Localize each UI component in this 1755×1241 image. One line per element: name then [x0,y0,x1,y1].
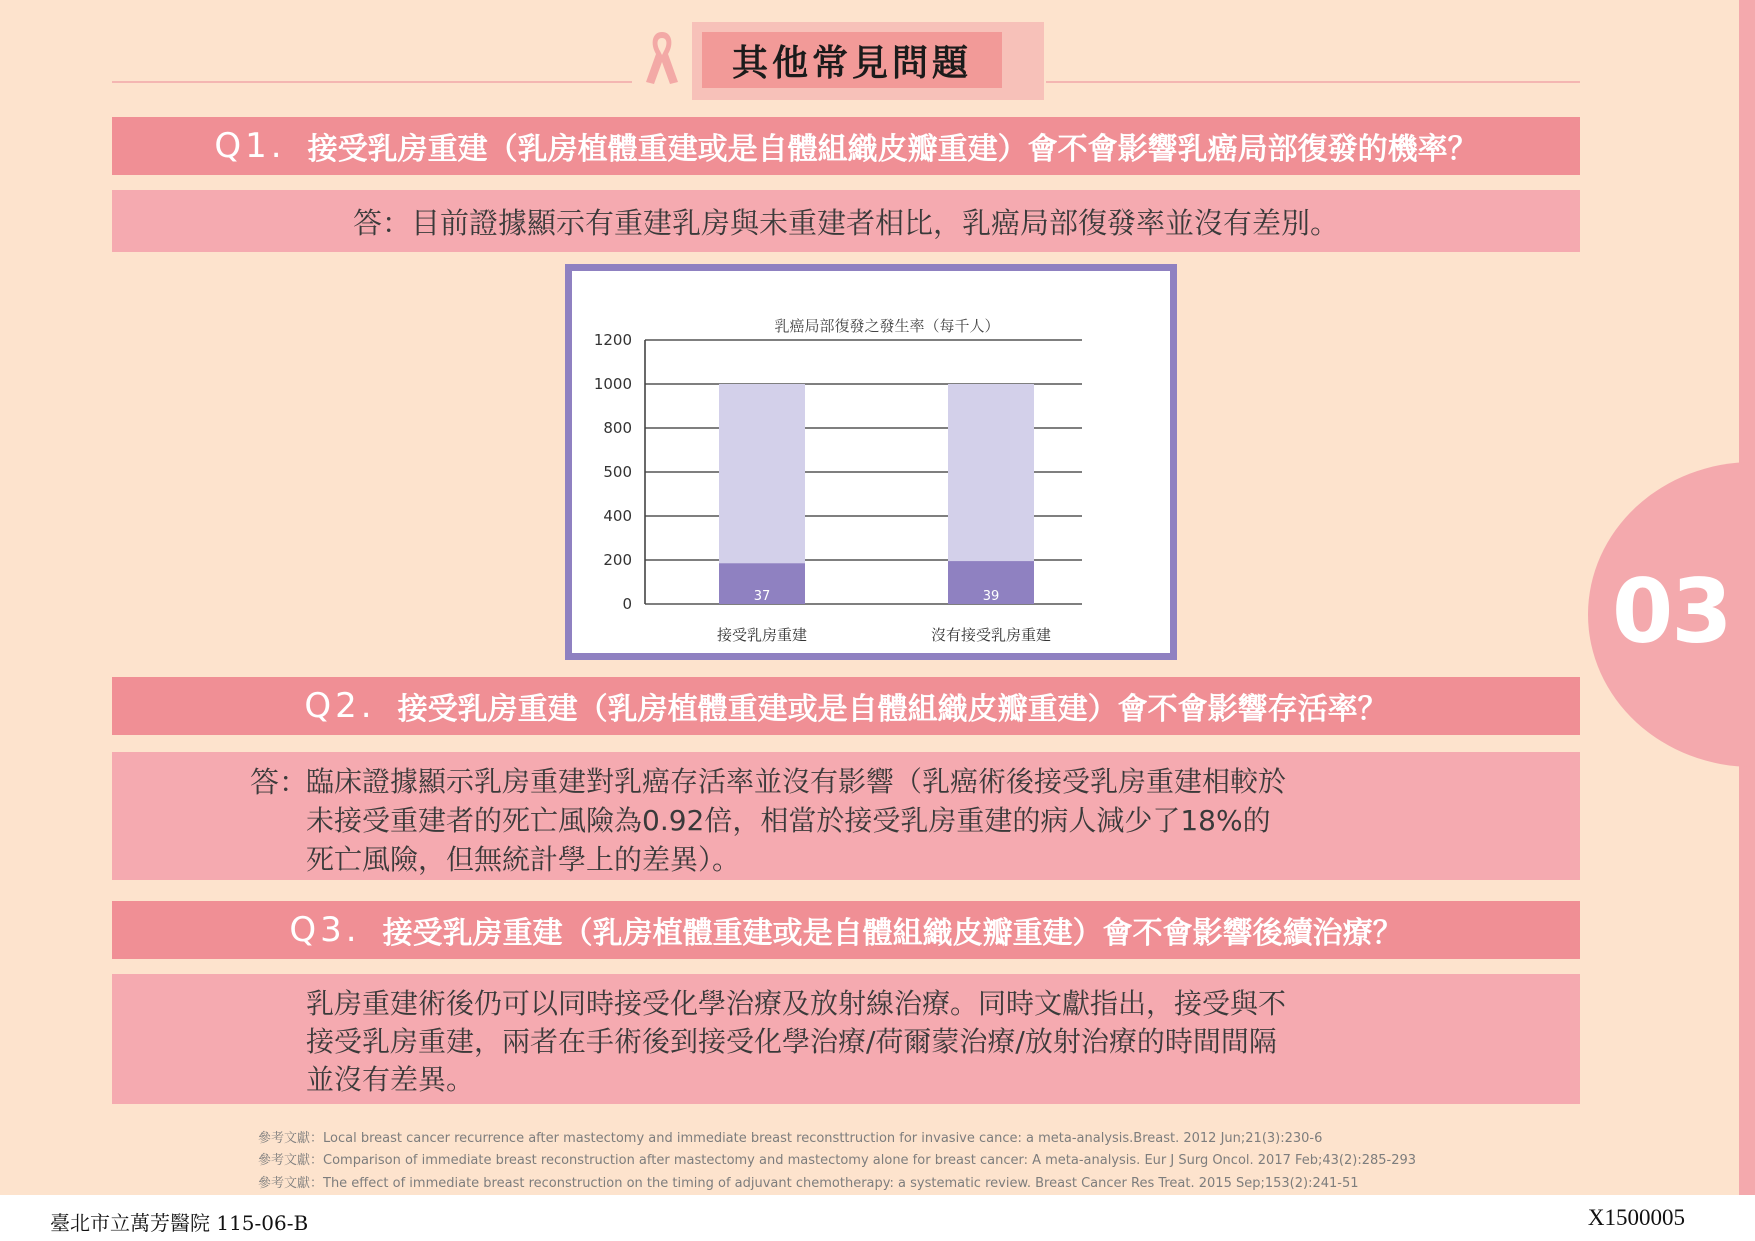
y-tick-label: 400 [603,507,632,525]
footer [0,1195,1755,1241]
question-3-bar [112,901,1580,959]
answer-3-line: 乳房重建術後仍可以同時接受化學治療及放射線治療。同時文獻指出，接受與不 [306,987,1287,1020]
answer-3-line: 接受乳房重建，兩者在手術後到接受化學治療/荷爾蒙治療/放射治療的時間間隔 [306,1025,1277,1058]
reference-item: 參考文獻：Comparison of immediate breast reconstruction after mastectomy and mastectomy alone for breast cancer: A meta-analysis. Eur J Surg Oncol. 2017 Feb;43(2):285-293 [258,1153,1417,1168]
question-1-text: 接受乳房重建（乳房植體重建或是自體組織皮瓣重建）會不會影響乳癌局部復發的機率？ [307,132,1478,167]
x-category-label: 沒有接受乳房重建 [930,626,1052,644]
title-rule-left [112,81,632,83]
answer-2-box [112,752,1580,880]
x-category-label: 接受乳房重建 [716,626,808,644]
page-title: 其他常見問題 [702,32,1002,88]
y-tick-label: 1200 [593,331,632,349]
answer-3-line: 並沒有差異。 [306,1063,475,1096]
answer-2-label: 答： [250,765,309,799]
answer-1-text: 答：目前證據顯示有重建乳房與未重建者相比，乳癌局部復發率並沒有差別。 [352,205,1339,240]
y-tick-label: 800 [603,419,632,437]
question-2-number: Q2. [304,686,376,726]
recurrence-chart-svg [572,271,1170,653]
bar-data-label: 37 [753,589,771,604]
title-rule-right [1046,81,1580,83]
question-2-bar [112,677,1580,735]
question-3-number: Q3. [289,910,361,950]
answer-2-line: 未接受重建者的死亡風險為0.92倍，相當於接受乳房重建的病人減少了18%的 [306,804,1271,837]
answer-2-line: 臨床證據顯示乳房重建對乳癌存活率並沒有影響（乳癌術後接受乳房重建相較於 [306,765,1287,798]
answer-2-line: 死亡風險，但無統計學上的差異）。 [306,843,741,876]
y-tick-label: 1000 [593,375,632,393]
footer-document-id: X1500005 [1587,1205,1685,1230]
reference-item: 參考文獻：Local breast cancer recurrence after mastectomy and immediate breast reconsttruction for invasive cance: a meta-analysis.Breast. 2012 Jun;21(3):230-6 [258,1131,1323,1146]
y-tick-label: 0 [622,595,632,613]
section-tab-number: 03 [1612,560,1731,663]
question-3-text: 接受乳房重建（乳房植體重建或是自體組織皮瓣重建）會不會影響後續治療？ [382,916,1403,951]
bar-data-label: 39 [982,589,1000,604]
reference-item: 參考文獻：The effect of immediate breast reconstruction on the timing of adjuvant chemotherapy: a systematic review. Breast Cancer Res Treat. 2015 Sep;153(2):241-51 [258,1176,1359,1191]
pink-ribbon-icon [640,26,684,88]
answer-1-box [112,190,1580,252]
answer-3-box [112,974,1580,1104]
recurrence-chart [565,264,1177,660]
y-tick-label: 200 [603,551,632,569]
question-1-number: Q1. [214,126,286,166]
footer-hospital-code: 臺北市立萬芳醫院 115-06-B [50,1211,309,1235]
question-2-text: 接受乳房重建（乳房植體重建或是自體組織皮瓣重建）會不會影響存活率？ [397,692,1388,727]
y-tick-label: 500 [603,463,632,481]
chart-title: 乳癌局部復發之發生率（每千人） [774,317,1000,335]
question-1-bar [112,117,1580,175]
